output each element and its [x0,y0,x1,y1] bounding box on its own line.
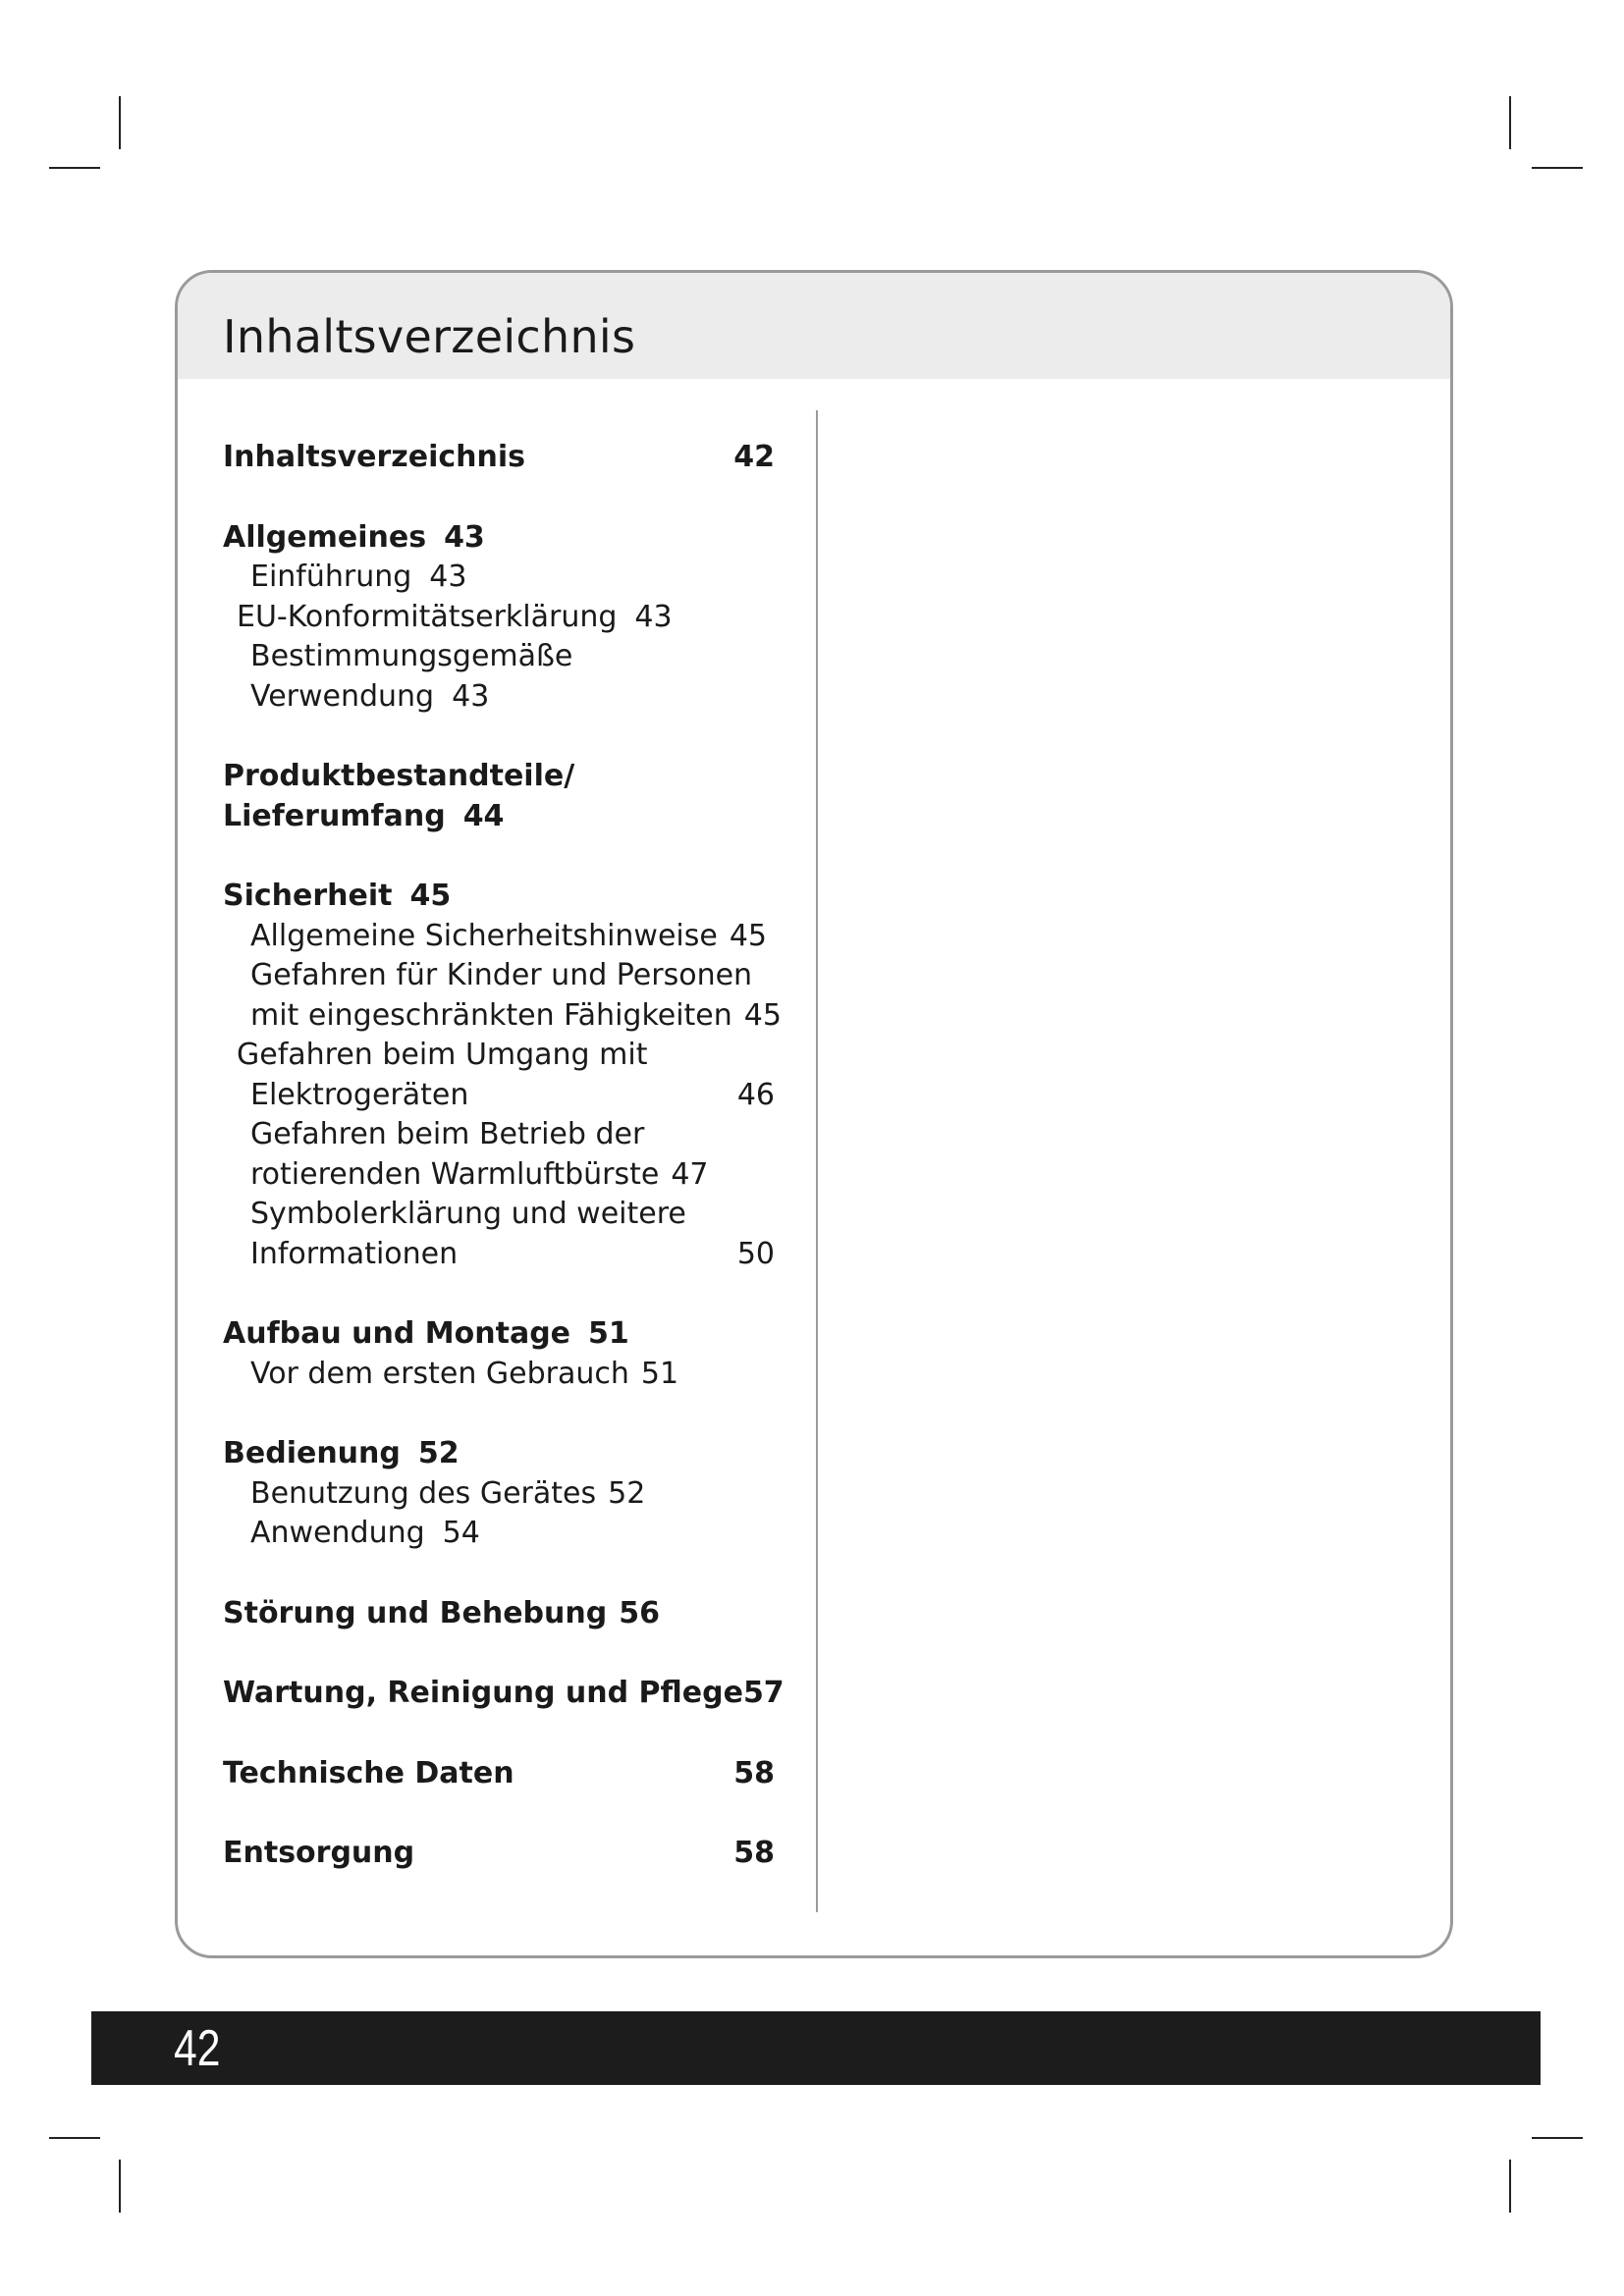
toc-entry-page: 50 [736,1236,775,1271]
toc-subentry[interactable] [223,996,782,1037]
toc-entry-page: 43 [634,599,673,634]
toc-entry-page: 51 [588,1316,629,1351]
toc-entry[interactable] [223,797,775,837]
toc-subentry-line[interactable]: Bestimmungsgemäße [250,639,573,673]
toc-subentry[interactable] [223,917,775,957]
toc-entry-page: 45 [409,879,452,913]
toc-entry-page: 45 [743,997,782,1033]
toc-entry-title: Vor dem ersten Gebrauch [250,1356,629,1391]
crop-mark [119,2160,121,2213]
toc-entry-page: 42 [733,440,775,474]
column-divider [816,410,818,1912]
page-title: Inhaltsverzeichnis [223,310,636,363]
toc-section [223,1674,785,1714]
toc-entry-page: 56 [619,1595,660,1630]
crop-mark [1532,2137,1583,2139]
toc-entry-title: mit eingeschränkten Fähigkeiten [250,997,732,1033]
toc-entry-page: 58 [733,1836,775,1870]
crop-mark [49,167,100,169]
crop-mark [1532,167,1583,169]
toc-entry-page: 47 [671,1156,709,1192]
toc-entry-title: Benutzung des Gerätes [250,1475,597,1511]
toc-entry-page: 45 [729,918,768,953]
toc-subentry[interactable] [223,1474,775,1515]
toc-subentry[interactable] [223,1514,775,1554]
toc-entry-page: 43 [444,519,485,555]
toc-entry-title: Wartung, Reinigung und Pflege [223,1676,743,1710]
toc-entry-title: Aufbau und Montage [223,1316,571,1351]
toc-subentry[interactable] [223,677,775,718]
toc-entry-line[interactable]: Produktbestandteile/ [223,759,575,793]
toc-entry-title: Allgemeine Sicherheitshinweise [250,918,718,953]
page-number: 42 [174,2020,221,2077]
toc-entry-title: Inhaltsverzeichnis [223,440,526,474]
toc-entry-page: 57 [742,1676,785,1710]
toc-entry-title: Entsorgung [223,1836,415,1870]
toc-list [223,438,785,1914]
toc-entry-title: Einführung [250,560,412,594]
toc-entry[interactable] [223,518,775,559]
crop-mark [49,2137,100,2139]
toc-section [223,1834,775,1874]
toc-entry[interactable] [223,1834,775,1874]
toc-section [223,1754,775,1794]
toc-section [223,757,775,836]
toc-entry-title: Sicherheit [223,879,393,913]
toc-entry[interactable] [223,1434,775,1474]
toc-entry-page: 52 [608,1475,646,1511]
toc-entry-page: 52 [417,1436,460,1470]
toc-subentry[interactable] [223,1235,775,1275]
crop-mark [119,96,121,149]
crop-mark [1509,2160,1511,2213]
toc-subentry[interactable] [223,1076,775,1116]
toc-subentry-line[interactable]: Gefahren beim Umgang mit [237,1038,648,1072]
toc-entry-title: Bedienung [223,1436,401,1470]
toc-entry[interactable] [223,1754,775,1794]
toc-entry-title: Technische Daten [223,1755,514,1790]
toc-entry-page: 44 [462,798,505,833]
toc-entry-title: Lieferumfang [223,798,446,833]
crop-mark [1509,96,1511,149]
toc-entry-title: Anwendung [250,1516,425,1550]
toc-header [178,273,1450,379]
toc-subentry-line[interactable]: Symbolerklärung und weitere [250,1197,686,1231]
footer-bar [91,2011,1541,2085]
toc-entry[interactable] [223,1314,775,1355]
toc-entry-page: 51 [640,1356,679,1391]
toc-section [223,1314,775,1394]
toc-entry-page: 46 [736,1077,775,1112]
toc-subentry[interactable] [223,558,775,598]
toc-subentry[interactable] [223,1355,775,1395]
toc-section [223,1434,775,1554]
toc-entry[interactable] [223,877,775,917]
toc-section [223,518,775,718]
toc-entry-title: rotierenden Warmluftbürste [250,1156,660,1192]
toc-panel [175,270,1453,1958]
toc-subentry-line[interactable]: Gefahren für Kinder und Personen [250,958,753,992]
toc-entry[interactable] [223,1674,785,1714]
toc-entry-title: Informationen [250,1236,459,1271]
toc-subentry-line[interactable]: Gefahren beim Betrieb der [250,1117,645,1151]
toc-entry-title: Störung und Behebung [223,1595,608,1630]
toc-entry-title: Verwendung [250,678,435,714]
toc-subentry[interactable] [223,1155,775,1196]
toc-entry-page: 43 [452,678,490,714]
toc-section [223,1594,775,1634]
toc-entry-page: 54 [442,1516,480,1550]
toc-entry-page: 58 [733,1755,775,1790]
toc-entry-title: Elektrogeräten [250,1077,469,1112]
toc-section [223,877,782,1274]
toc-entry[interactable] [223,438,775,478]
toc-entry-page: 43 [429,560,467,594]
toc-section [223,438,775,478]
toc-subentry[interactable] [223,598,775,638]
toc-entry[interactable] [223,1594,775,1634]
toc-entry-title: EU-Konformitätserklärung [237,599,618,634]
toc-entry-title: Allgemeines [223,519,427,555]
